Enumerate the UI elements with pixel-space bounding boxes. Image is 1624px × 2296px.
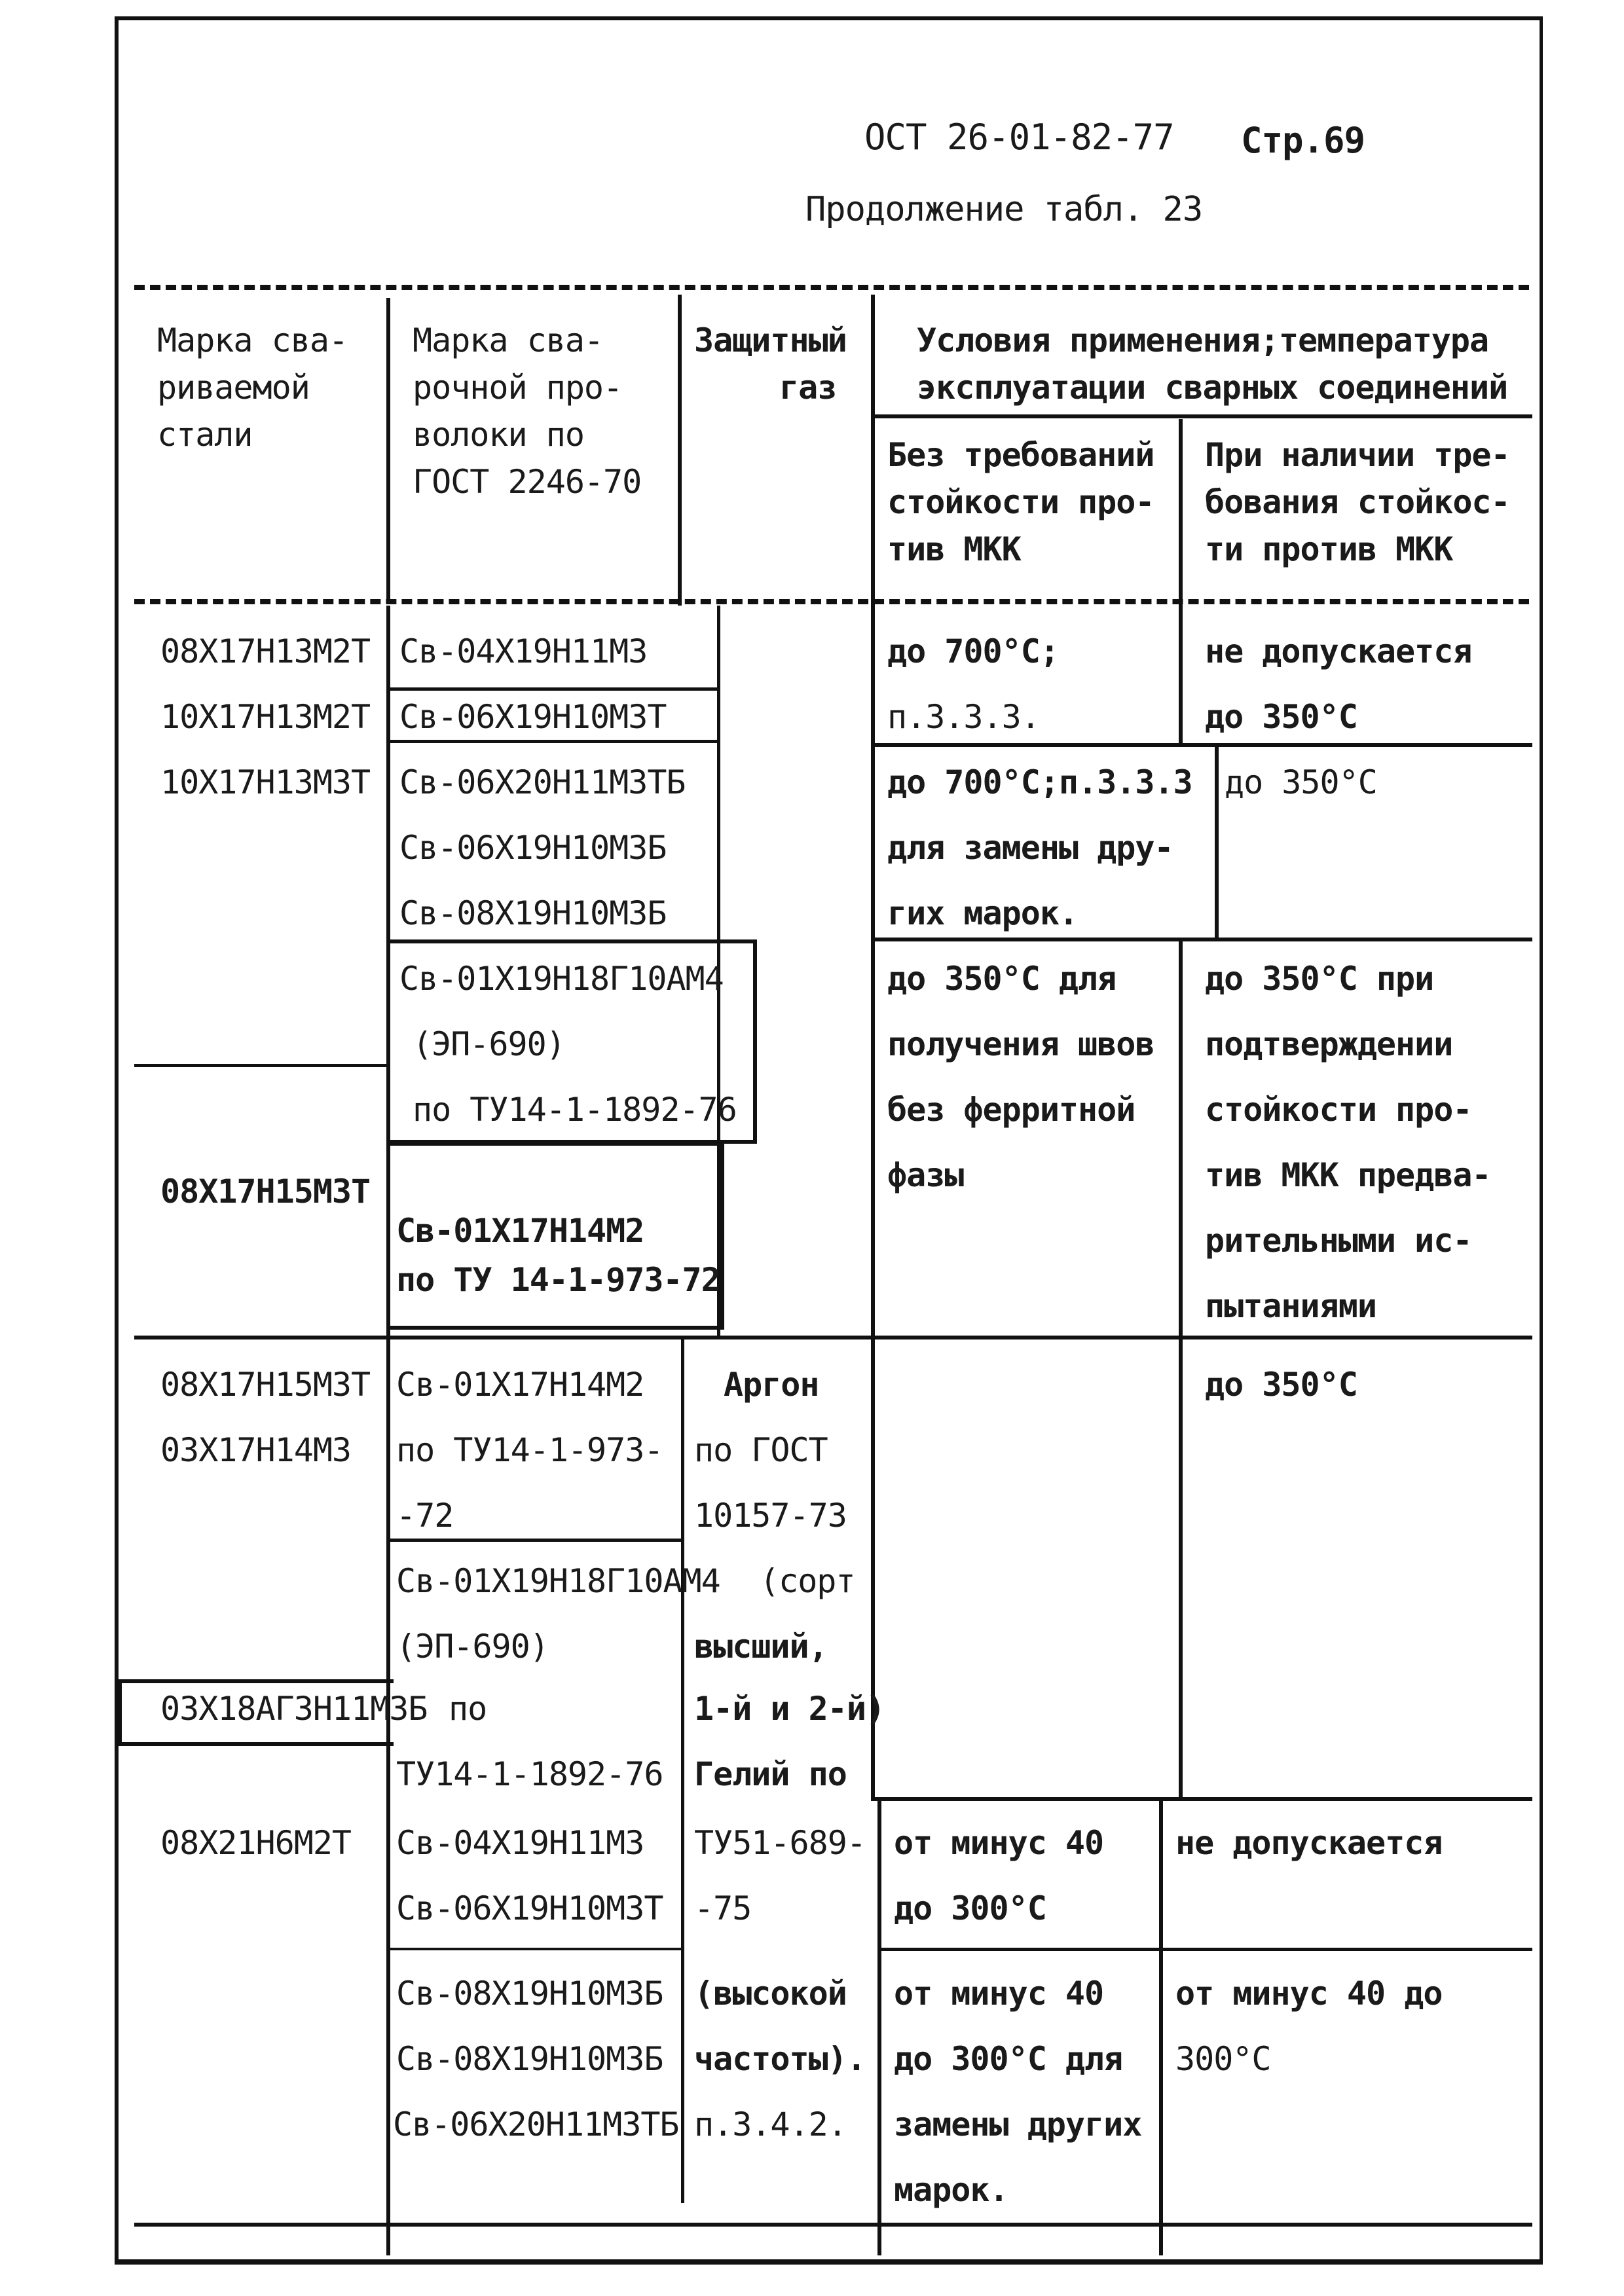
g2-gas: 1-й и 2-й) [694, 1690, 885, 1728]
g3-col-rule-3 [1159, 1800, 1163, 2255]
header-steel-line: стали [157, 416, 253, 454]
g1-wire-c: Св-01Х17Н14М2 [396, 1212, 644, 1250]
g2-steel: 03Х18АГ3Н11М3Б [160, 1690, 428, 1728]
header-wire-line: рочной про- [413, 369, 623, 407]
header-col-rule-4 [1179, 419, 1183, 606]
g3-rule [386, 1948, 681, 1950]
g1-no-req-b: до 700°С;п.3.3.3 [887, 763, 1192, 801]
header-wire-line: Марка сва- [413, 321, 604, 359]
g1-wire: Св-06Х20Н11М3ТБ [399, 763, 686, 801]
header-steel-line: Марка сва- [157, 321, 348, 359]
g3-no-req-b: от минус 40 [894, 1975, 1104, 2013]
g3-wire-a: Св-06Х19Н10М3Т [396, 1889, 663, 1927]
g3-with-req-a: не допускается [1175, 1824, 1443, 1862]
g1-with-req-c: рительными ис- [1205, 1222, 1472, 1260]
g2-wire-b: ТУ14-1-1892-76 [396, 1755, 663, 1793]
g1-steel: 08Х17Н13М2Т [160, 632, 371, 670]
g2-wire-a: -72 [396, 1497, 454, 1535]
header-steel-line: риваемой [157, 369, 310, 407]
g2-wire-b: (ЭП-690) [396, 1628, 549, 1666]
g1-with-req-c: тив МКК предва- [1205, 1156, 1491, 1194]
g1-wire-b: по ТУ14-1-1892-76 [413, 1091, 737, 1129]
g2-gas: (высокой [694, 1975, 847, 2013]
page-label: Стр.69 [1241, 120, 1365, 161]
g3-no-req-a: до 300°С [894, 1889, 1046, 1927]
g1-no-req-b: гих марок. [887, 894, 1079, 932]
group-1-2-divider [134, 1336, 1532, 1339]
g3-col-rule-2 [877, 1800, 881, 2255]
g2-gas: (сорт [760, 1562, 855, 1600]
header-conditions-line: Условия применения;температура [917, 321, 1489, 359]
g2-wire-b: Св-01Х19Н18Г10АМ4 [396, 1562, 720, 1600]
g2-gas: 10157-73 [694, 1497, 847, 1535]
g3-col-rule-1 [386, 1797, 390, 2255]
header-conditions-line: эксплуатации сварных соединений [917, 369, 1508, 407]
g1-with-req-c: до 350°С при [1205, 960, 1434, 998]
g3-wire-b: Св-06Х20Н11М3ТБ [393, 2105, 679, 2143]
g1-with-req-a: до 350°С [1205, 698, 1357, 736]
g2-steel: 08Х17Н15М3Т [160, 1366, 371, 1404]
header-col-rule-1 [386, 298, 390, 599]
g2-gas: высший, [694, 1628, 828, 1666]
g2-gas: по ГОСТ [694, 1431, 828, 1469]
g3-steel: 08Х21Н6М2Т [160, 1824, 352, 1862]
g1-steel: 08Х17Н15М3Т [160, 1173, 371, 1211]
g1-with-req-c: подтверждении [1205, 1025, 1453, 1063]
header-col-rule-2 [678, 295, 682, 606]
doc-code: ОСТ 26-01-82-77 [864, 117, 1174, 158]
g1-no-req-c: получения швов [887, 1025, 1154, 1063]
header-with-req-line: ти против МКК [1205, 530, 1453, 568]
g3-with-req-b: 300°С [1175, 2040, 1271, 2078]
g2-wire-a: по ТУ14-1-973- [396, 1431, 663, 1469]
g1-wire-b: Св-01Х19Н18Г10АМ4 [399, 960, 724, 998]
g1-no-req-b: для замены дру- [887, 829, 1173, 867]
g1-no-req-c: без ферритной [887, 1091, 1135, 1129]
g3-wire-b: Св-08Х19Н10М3Б [396, 2040, 663, 2078]
g3-wire-a: Св-04Х19Н11М3 [396, 1824, 644, 1862]
g2-gas: п.3.4.2. [694, 2105, 847, 2143]
header-no-req-line: стойкости про- [887, 483, 1154, 521]
g1-no-req-a: п.3.3.3. [887, 698, 1040, 736]
g2-gas: Гелий по [694, 1755, 847, 1793]
g3-no-req-b: марок. [894, 2171, 1008, 2209]
g1-no-req-c: фазы [887, 1156, 964, 1194]
g1-wire: Св-04Х19Н11М3 [399, 632, 648, 670]
g1-col-rule-3 [871, 606, 875, 1336]
g1-steel: 10Х17Н13М2Т [160, 698, 371, 736]
g2-wire-a: Св-01Х17Н14М2 [396, 1366, 644, 1404]
g2-gas: -75 [694, 1889, 752, 1927]
g2-steel: 03Х17Н14М3 [160, 1431, 352, 1469]
g2-col-rule-4 [1179, 1339, 1183, 1797]
g1-no-req-a: до 700°С; [887, 632, 1059, 670]
g2-gas: ТУ51-689- [694, 1824, 866, 1862]
g1-wire: Св-06Х19Н10М3Б [399, 829, 667, 867]
g1-wire: Св-08Х19Н10М3Б [399, 894, 667, 932]
g1-col-rule-5 [1215, 743, 1219, 939]
g3-wire-b: Св-08Х19Н10М3Б [396, 1975, 663, 2013]
g1-col-rule-6 [1179, 939, 1183, 1336]
header-no-req-line: тив МКК [887, 530, 1021, 568]
header-col-rule-3 [871, 295, 875, 606]
g1-steel: 10Х17Н13М3Т [160, 763, 371, 801]
header-wire-line: волоки по [413, 416, 584, 454]
g3-rule [877, 1948, 1532, 1951]
g2-gas: Аргон [724, 1366, 819, 1404]
table-top-rule [134, 285, 1529, 290]
table-bottom-rule [134, 2223, 1532, 2227]
group-2-3-divider [871, 1797, 1532, 1801]
header-no-req-line: Без требований [887, 436, 1154, 474]
g1-col-rule-4 [1179, 606, 1183, 743]
g2-with-req: до 350°С [1205, 1366, 1357, 1404]
header-with-req-line: бования стойкос- [1205, 483, 1510, 521]
g2-gas: частоты). [694, 2040, 866, 2078]
header-wire-line: ГОСТ 2246-70 [413, 463, 642, 501]
g3-no-req-b: замены других [894, 2105, 1142, 2143]
g1-with-req-a: не допускается [1205, 632, 1472, 670]
header-bottom-rule [134, 599, 1529, 604]
g1-wire: Св-06Х19Н10М3Т [399, 698, 667, 736]
g2-col-rule-2 [681, 1339, 684, 2203]
table-subtitle: Продолжение табл. 23 [805, 190, 1203, 229]
g1-rule [134, 1064, 390, 1067]
g2-wire-b: по [449, 1690, 487, 1728]
g1-with-req-c: стойкости про- [1205, 1091, 1472, 1129]
g1-with-req-b: до 350°С [1225, 763, 1377, 801]
header-with-req-line: При наличии тре- [1205, 436, 1510, 474]
g1-with-req-c: пытаниями [1205, 1287, 1376, 1325]
g3-no-req-b: до 300°С для [894, 2040, 1123, 2078]
g1-wire-c: по ТУ 14-1-973-72 [396, 1261, 720, 1299]
g3-no-req-a: от минус 40 [894, 1824, 1104, 1862]
header-gas-line: Защитный [694, 321, 847, 359]
g1-no-req-c: до 350°С для [887, 960, 1116, 998]
g1-wire-b: (ЭП-690) [413, 1025, 565, 1063]
header-gas-line: газ [779, 369, 837, 407]
g3-with-req-b: от минус 40 до [1175, 1975, 1443, 2013]
